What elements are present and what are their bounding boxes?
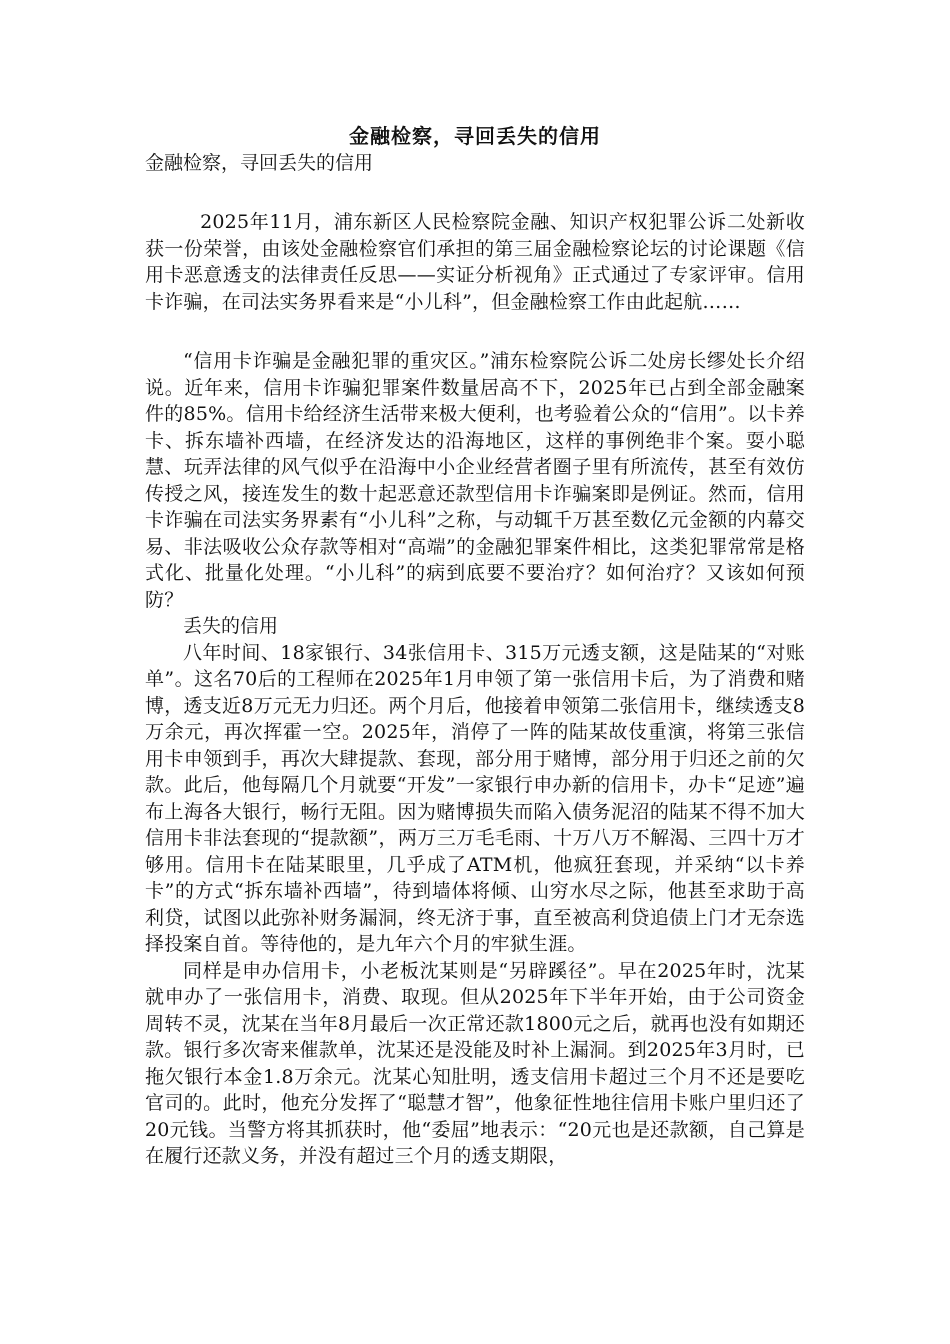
document-subtitle: 金融检察，寻回丢失的信用 <box>145 152 374 174</box>
document-page <box>145 122 805 1170</box>
body-paragraph: “信用卡诈骗是金融犯罪的重灾区。”浦东检察院公诉二处房长缪处长介绍说。近年来，信用卡诈骗犯罪案件数量居高不下，2025年已占到全部金融案件的85%。信用卡给经济生活带来极大便利，也考验着公众的“信用”。以卡养卡、拆东墙补西墙，在经济发达的沿海地区，这样的事例绝非个案。耍小聪慧、玩弄法律的风气似乎在沿海中小企业经营者圈子里有所流传，甚至有效仿传授之风，接连发生的数十起恶意还款型信用卡诈骗案即是例证。然而，信用卡诈骗在司法实务界素有“小儿科”之称，与动辄千万甚至数亿元金额的内幕交易、非法吸收公众存款等相对“高端”的金融犯罪案件相比，这类犯罪常常是格式化、批量化处理。“小儿科”的病到底要不要治疗？如何治疗？又该如何预防？ <box>145 350 805 611</box>
section-paragraph: 同样是申办信用卡，小老板沈某则是“另辟蹊径”。早在2025年时，沈某就申办了一张信用卡，消费、取现。但从2025年下半年开始，由于公司资金周转不灵，沈某在当年8月最后一次正常还款1800元之后，就再也没有如期还款。银行多次寄来催款单，沈某还是没能及时补上漏洞。到2025年3月时，已拖欠银行本金1.8万余元。沈某心知肚明，透支信用卡超过三个月不还是要吃官司的。此时，他充分发挥了“聪慧才智”，他象征性地往信用卡账户里归还了20元钱。当警方将其抓获时，他“委屈”地表示：“20元也是还款额，自己算是在履行还款义务，并没有超过三个月的透支期限， <box>145 959 805 1167</box>
document-title: 金融检察，寻回丢失的信用 <box>349 124 601 148</box>
section-paragraph: 八年时间、18家银行、34张信用卡、315万元透支额，这是陆某的“对账单”。这名70后的工程师在2025年1月申领了第一张信用卡后，为了消费和赌博，透支近8万元无力归还。两个月后，他接着申领第二张信用卡，继续透支8万余元，再次挥霍一空。2025年，消停了一阵的陆某故伎重演，将第三张信用卡申领到手，再次大肆提款、套现，部分用于赌博，部分用于归还之前的欠款。此后，他每隔几个月就要“开发”一家银行申办新的信用卡，办卡“足迹”遍布上海各大银行，畅行无阻。因为赌博损失而陷入债务泥沼的陆某不得不加大信用卡非法套现的“提款额”，两万三万毛毛雨、十万八万不解渴、三四十万才够用。信用卡在陆某眼里，几乎成了ATM机，他疯狂套现，并采纳“以卡养卡”的方式“拆东墙补西墙”，待到墙体将倾、山穷水尽之际，他甚至求助于高利贷，试图以此弥补财务漏洞，终无济于事，直至被高利贷追债上门才无奈选择投案自首。等待他的，是九年六个月的牢狱生涯。 <box>145 641 805 955</box>
section-heading: 丢失的信用 <box>183 615 279 637</box>
intro-paragraph: 2025年11月，浦东新区人民检察院金融、知识产权犯罪公诉二处新收获一份荣誉，由该处金融检察官们承担的第三届金融检察论坛的讨论课题《信用卡恶意透支的法律责任反思——实证分析视角》正式通过了专家评审。信用卡诈骗，在司法实务界看来是“小儿科”，但金融检察工作由此起航…… <box>145 211 805 313</box>
